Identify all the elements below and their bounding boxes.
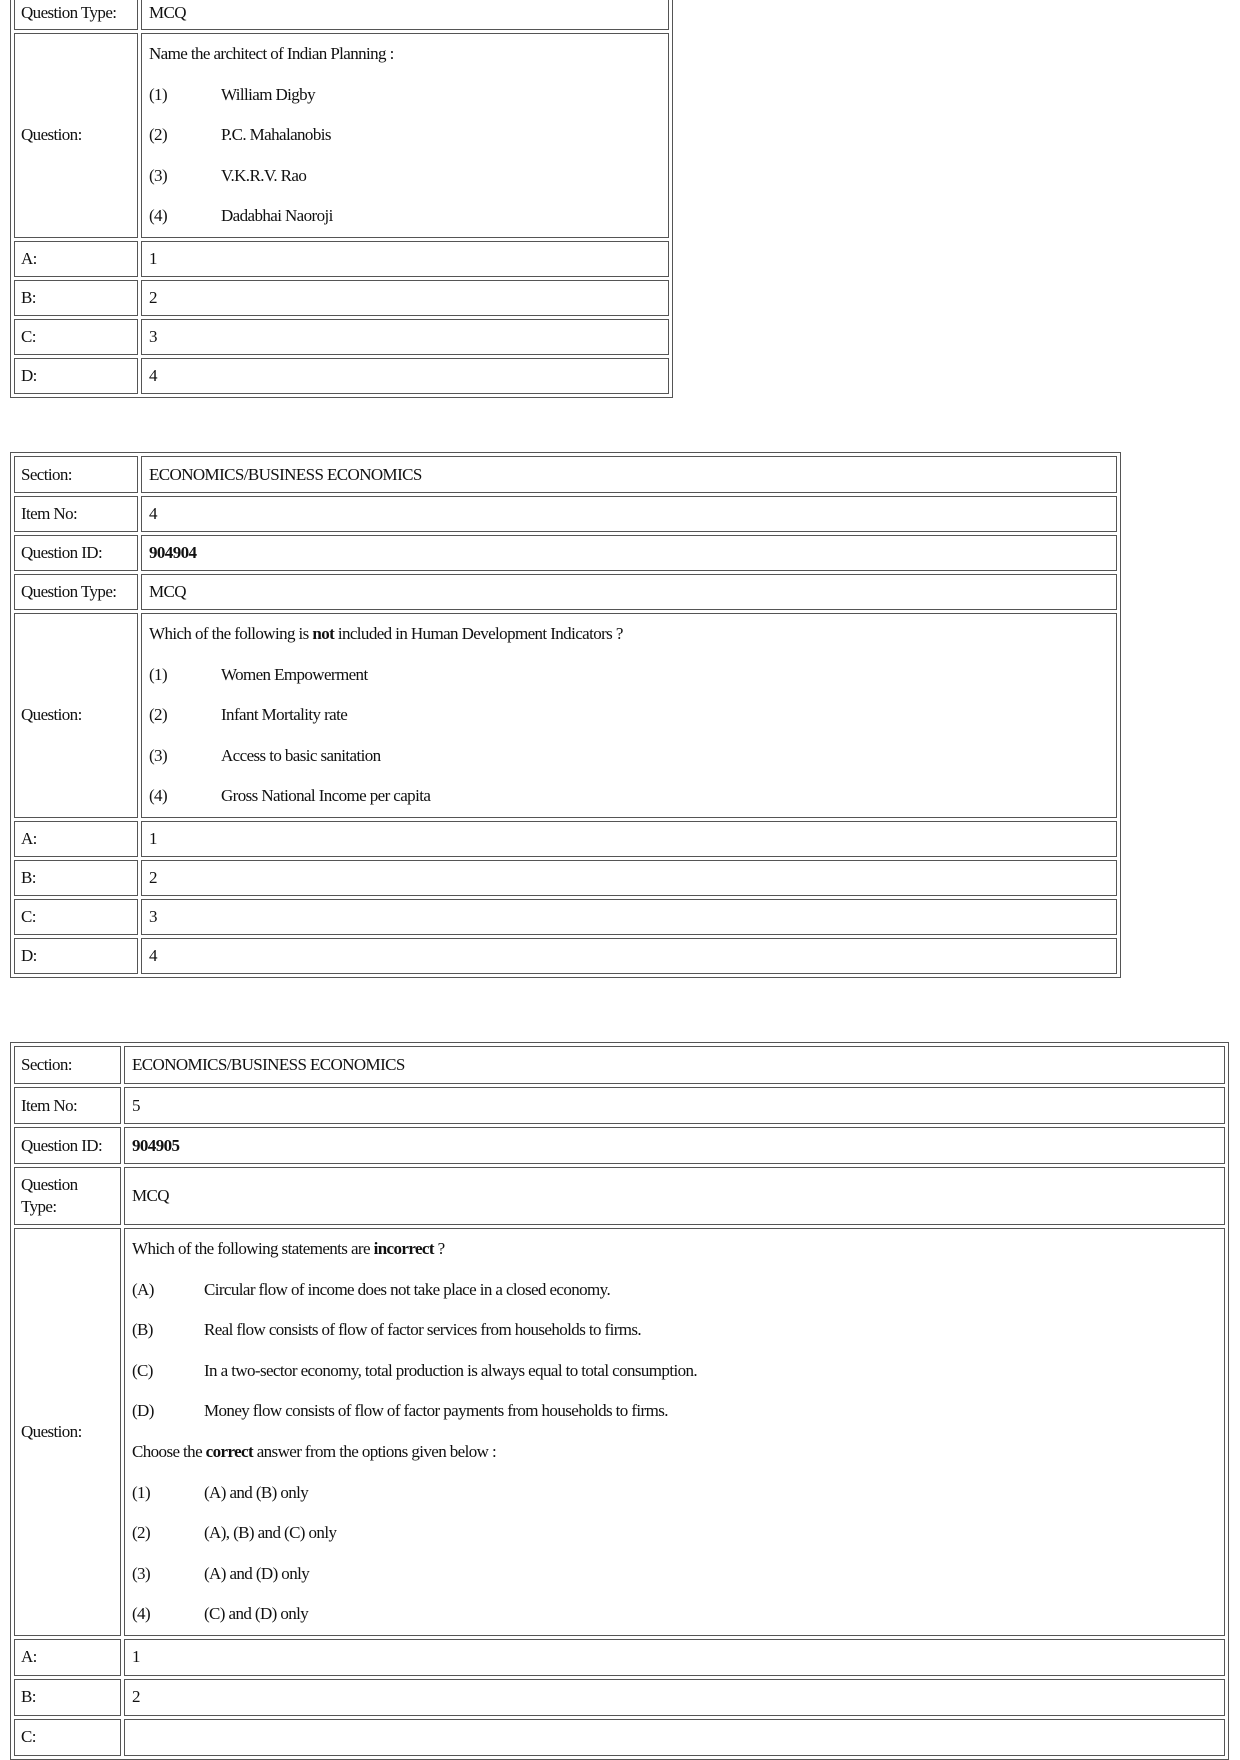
answer-label: C: bbox=[14, 899, 138, 935]
answer-value: 3 bbox=[141, 319, 669, 355]
answer-label: C: bbox=[14, 1719, 121, 1756]
option-number: (3) bbox=[149, 745, 168, 765]
question-row bbox=[14, 613, 1117, 818]
answer-row-b bbox=[14, 1679, 1225, 1716]
question-table-4 bbox=[10, 452, 1121, 978]
option-text: Women Empowerment bbox=[221, 664, 368, 684]
answer-label: C: bbox=[14, 319, 138, 355]
section-value: ECONOMICS/BUSINESS ECONOMICS bbox=[141, 456, 1117, 493]
option-2 bbox=[132, 1513, 1217, 1554]
answer-label: D: bbox=[14, 938, 138, 974]
option-3 bbox=[149, 736, 1109, 777]
answer-value bbox=[124, 1719, 1225, 1756]
option-text: Dadabhai Naoroji bbox=[221, 206, 333, 226]
option-text: (A), (B) and (C) only bbox=[204, 1523, 337, 1543]
section-row bbox=[14, 456, 1117, 493]
question-row bbox=[14, 1228, 1225, 1636]
item-no-row bbox=[14, 1087, 1225, 1124]
option-1 bbox=[132, 1473, 1217, 1514]
statement-letter: (C) bbox=[132, 1360, 153, 1380]
question-stem: Which of the following is not included in Human Development Indicators ? bbox=[149, 624, 623, 643]
question-type-row bbox=[14, 1167, 1225, 1225]
statement-d bbox=[132, 1391, 1217, 1432]
option-number: (1) bbox=[149, 664, 168, 684]
option-2 bbox=[149, 695, 1109, 736]
answer-label: A: bbox=[14, 1639, 121, 1676]
statement-letter: (A) bbox=[132, 1279, 154, 1299]
section-row bbox=[14, 1046, 1225, 1084]
option-3 bbox=[132, 1554, 1217, 1595]
option-4 bbox=[149, 196, 661, 237]
answer-value: 1 bbox=[141, 241, 669, 277]
answer-value: 4 bbox=[141, 938, 1117, 974]
section-label: Section: bbox=[14, 456, 138, 493]
option-text: Access to basic sanitation bbox=[221, 745, 381, 765]
answer-row-a bbox=[14, 821, 1117, 857]
option-number: (3) bbox=[149, 165, 168, 185]
item-no-value: 4 bbox=[141, 496, 1117, 532]
answer-value: 2 bbox=[141, 280, 669, 316]
question-label: Question: bbox=[14, 613, 138, 818]
question-type-label: Question Type: bbox=[14, 1167, 121, 1225]
option-2 bbox=[149, 115, 661, 156]
item-no-label: Item No: bbox=[14, 1087, 121, 1124]
answer-row-a bbox=[14, 241, 669, 277]
option-number: (1) bbox=[149, 84, 168, 104]
answer-row-a bbox=[14, 1639, 1225, 1676]
option-number: (3) bbox=[132, 1563, 151, 1583]
option-number: (2) bbox=[132, 1523, 151, 1543]
option-text: (A) and (B) only bbox=[204, 1482, 309, 1502]
emphasis: correct bbox=[205, 1441, 254, 1461]
option-text: William Digby bbox=[221, 84, 315, 104]
question-content bbox=[124, 1228, 1225, 1636]
question-type-row bbox=[14, 574, 1117, 610]
option-text: (C) and (D) only bbox=[204, 1604, 309, 1624]
option-1 bbox=[149, 75, 661, 116]
answer-value: 2 bbox=[124, 1679, 1225, 1716]
answer-row-b bbox=[14, 860, 1117, 896]
question-content bbox=[141, 33, 669, 238]
option-number: (4) bbox=[132, 1604, 151, 1624]
statement-text: In a two-sector economy, total production is always equal to total consumption. bbox=[204, 1360, 698, 1380]
statement-c bbox=[132, 1351, 1217, 1392]
answer-row-d bbox=[14, 938, 1117, 974]
item-no-label: Item No: bbox=[14, 496, 138, 532]
answer-row-c bbox=[14, 899, 1117, 935]
question-type-value: MCQ bbox=[141, 574, 1117, 610]
question-id-row bbox=[14, 535, 1117, 571]
option-number: (2) bbox=[149, 705, 168, 725]
question-id-label: Question ID: bbox=[14, 535, 138, 571]
answer-row-c bbox=[14, 319, 669, 355]
question-label: Question: bbox=[14, 1228, 121, 1636]
question-id-label: Question ID: bbox=[14, 1127, 121, 1164]
statement-letter: (B) bbox=[132, 1320, 153, 1340]
option-number: (2) bbox=[149, 125, 168, 145]
answer-label: D: bbox=[14, 358, 138, 394]
question-id-value: 904905 bbox=[124, 1127, 1225, 1164]
question-type-value: MCQ bbox=[141, 0, 669, 30]
statement-a bbox=[132, 1270, 1217, 1311]
question-type-value: MCQ bbox=[124, 1167, 1225, 1225]
question-table-3 bbox=[10, 0, 673, 398]
question-type-label: Question Type: bbox=[14, 0, 138, 30]
answer-row-d bbox=[14, 358, 669, 394]
question-row bbox=[14, 33, 669, 238]
answer-row-b bbox=[14, 280, 669, 316]
option-4 bbox=[149, 776, 1109, 817]
statement-letter: (D) bbox=[132, 1401, 154, 1421]
question-stem: Name the architect of Indian Planning : bbox=[149, 44, 394, 63]
question-type-row bbox=[14, 0, 669, 30]
question-table-5 bbox=[10, 1042, 1229, 1760]
answer-value: 2 bbox=[141, 860, 1117, 896]
option-text: Gross National Income per capita bbox=[221, 786, 431, 806]
question-label: Question: bbox=[14, 33, 138, 238]
emphasis: not bbox=[312, 624, 335, 643]
answer-value: 1 bbox=[141, 821, 1117, 857]
statement-text: Real flow consists of flow of factor services from households to firms. bbox=[204, 1320, 642, 1340]
answer-value: 4 bbox=[141, 358, 669, 394]
option-4 bbox=[132, 1594, 1217, 1635]
choose-instruction: Choose the correct answer from the options given below : bbox=[132, 1441, 497, 1461]
statement-b bbox=[132, 1310, 1217, 1351]
option-1 bbox=[149, 655, 1109, 696]
answer-label: B: bbox=[14, 280, 138, 316]
answer-label: B: bbox=[14, 860, 138, 896]
option-3 bbox=[149, 156, 661, 197]
option-text: (A) and (D) only bbox=[204, 1563, 310, 1583]
statement-text: Circular flow of income does not take place in a closed economy. bbox=[204, 1279, 611, 1299]
option-number: (4) bbox=[149, 206, 168, 226]
option-text: P.C. Mahalanobis bbox=[221, 125, 331, 145]
option-number: (4) bbox=[149, 786, 168, 806]
item-no-row bbox=[14, 496, 1117, 532]
answer-value: 1 bbox=[124, 1639, 1225, 1676]
question-content bbox=[141, 613, 1117, 818]
question-id-row bbox=[14, 1127, 1225, 1164]
option-text: Infant Mortality rate bbox=[221, 705, 348, 725]
answer-label: A: bbox=[14, 241, 138, 277]
emphasis: incorrect bbox=[373, 1239, 434, 1258]
item-no-value: 5 bbox=[124, 1087, 1225, 1124]
section-value: ECONOMICS/BUSINESS ECONOMICS bbox=[124, 1046, 1225, 1084]
question-stem: Which of the following statements are incorrect ? bbox=[132, 1239, 445, 1258]
option-number: (1) bbox=[132, 1482, 151, 1502]
section-label: Section: bbox=[14, 1046, 121, 1084]
question-id-value: 904904 bbox=[141, 535, 1117, 571]
statement-text: Money flow consists of flow of factor payments from households to firms. bbox=[204, 1401, 668, 1421]
answer-label: A: bbox=[14, 821, 138, 857]
answer-value: 3 bbox=[141, 899, 1117, 935]
answer-row-c bbox=[14, 1719, 1225, 1756]
option-text: V.K.R.V. Rao bbox=[221, 165, 307, 185]
question-type-label: Question Type: bbox=[14, 574, 138, 610]
answer-label: B: bbox=[14, 1679, 121, 1716]
